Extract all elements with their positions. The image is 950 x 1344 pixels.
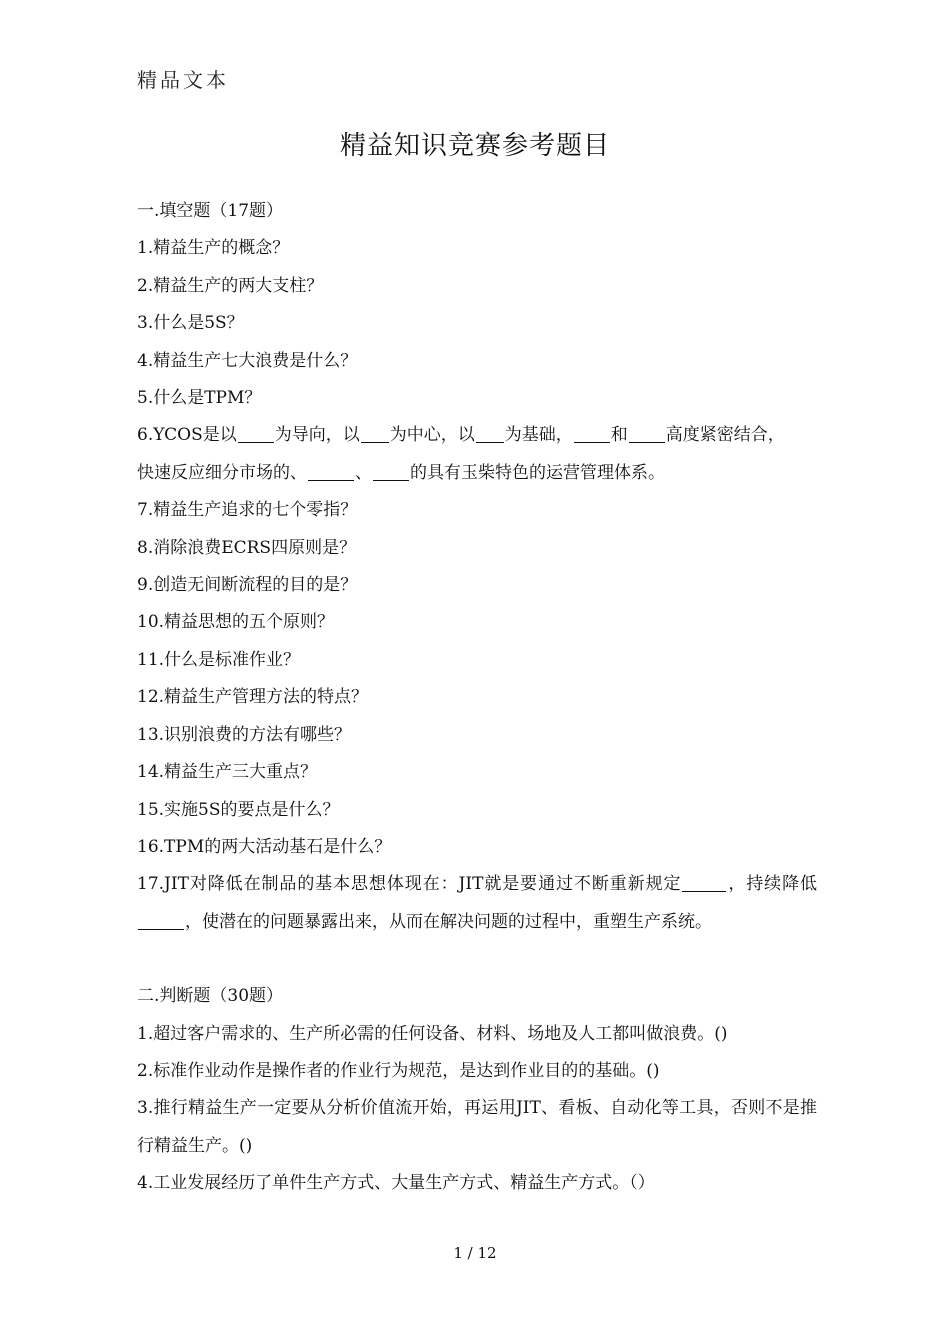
answer-blank — [476, 422, 504, 443]
question-8: 8.消除浪费ECRS四原则是？ — [137, 537, 357, 558]
question-12: 12.精益生产管理方法的特点？ — [137, 687, 369, 708]
question-6-continued: 快速反应细分市场的、 、 的具有玉柴特色的运营管理体系。 — [137, 455, 817, 492]
answer-blank — [574, 422, 610, 443]
answer-blank — [629, 422, 665, 443]
page-number: 1 / 12 — [453, 1244, 497, 1262]
answer-blank — [138, 909, 184, 930]
answer-blank — [361, 422, 389, 443]
question-15: 15.实施5S的要点是什么？ — [137, 799, 340, 820]
question-7: 7.精益生产追求的七个零指？ — [137, 500, 358, 521]
question-4: 4.精益生产七大浪费是什么？ — [137, 350, 358, 371]
tf-question-3: 3.推行精益生产一定要从分析价值流开始，再运用JIT、看板、自动化等工具，否则不是推行精益生产。() — [137, 1098, 817, 1156]
question-3: 3.什么是5S？ — [137, 313, 244, 334]
question-6: 6.YCOS是以 为导向，以 为中心，以 为基础， 和 高度紧密结合， — [137, 417, 817, 454]
header-label: 精品文本 — [137, 68, 229, 92]
question-14: 14.精益生产三大重点？ — [137, 762, 318, 783]
document-body — [137, 193, 817, 1203]
section-heading-fill-in: 一.填空题（17题） — [137, 201, 284, 221]
answer-blank — [308, 460, 354, 481]
question-17: 17.JIT对降低在制品的基本思想体现在：JIT就是要通过不断重新规定 ，持续降低，使潜在的问题暴露出来，从而在解决问题的过程中，重塑生产系统。 — [137, 866, 817, 941]
tf-question-4: 4.工业发展经历了单件生产方式、大量生产方式、精益生产方式。（） — [137, 1173, 655, 1194]
section-spacer — [137, 941, 817, 978]
question-5: 5.什么是TPM？ — [137, 388, 262, 409]
question-10: 10.精益思想的五个原则？ — [137, 612, 335, 633]
answer-blank — [373, 460, 409, 481]
section-heading-true-false: 二.判断题（30题） — [137, 986, 284, 1007]
tf-question-2: 2.标准作业动作是操作者的作业行为规范，是达到作业目的的基础。() — [137, 1060, 660, 1081]
answer-blank — [682, 871, 726, 892]
tf-question-1: 1.超过客户需求的、生产所必需的任何设备、材料、场地及人工都叫做浪费。() — [137, 1023, 728, 1044]
question-2: 2.精益生产的两大支柱？ — [137, 275, 324, 296]
question-9: 9.创造无间断流程的目的是？ — [137, 575, 358, 596]
answer-blank — [238, 422, 274, 443]
question-11: 11.什么是标准作业？ — [137, 649, 301, 670]
question-1: 1.精益生产的概念？ — [137, 238, 290, 259]
question-16: 16.TPM的两大活动基石是什么？ — [137, 836, 392, 857]
question-13: 13.识别浪费的方法有哪些？ — [137, 724, 352, 745]
document-title: 精益知识竞赛参考题目 — [339, 131, 610, 161]
